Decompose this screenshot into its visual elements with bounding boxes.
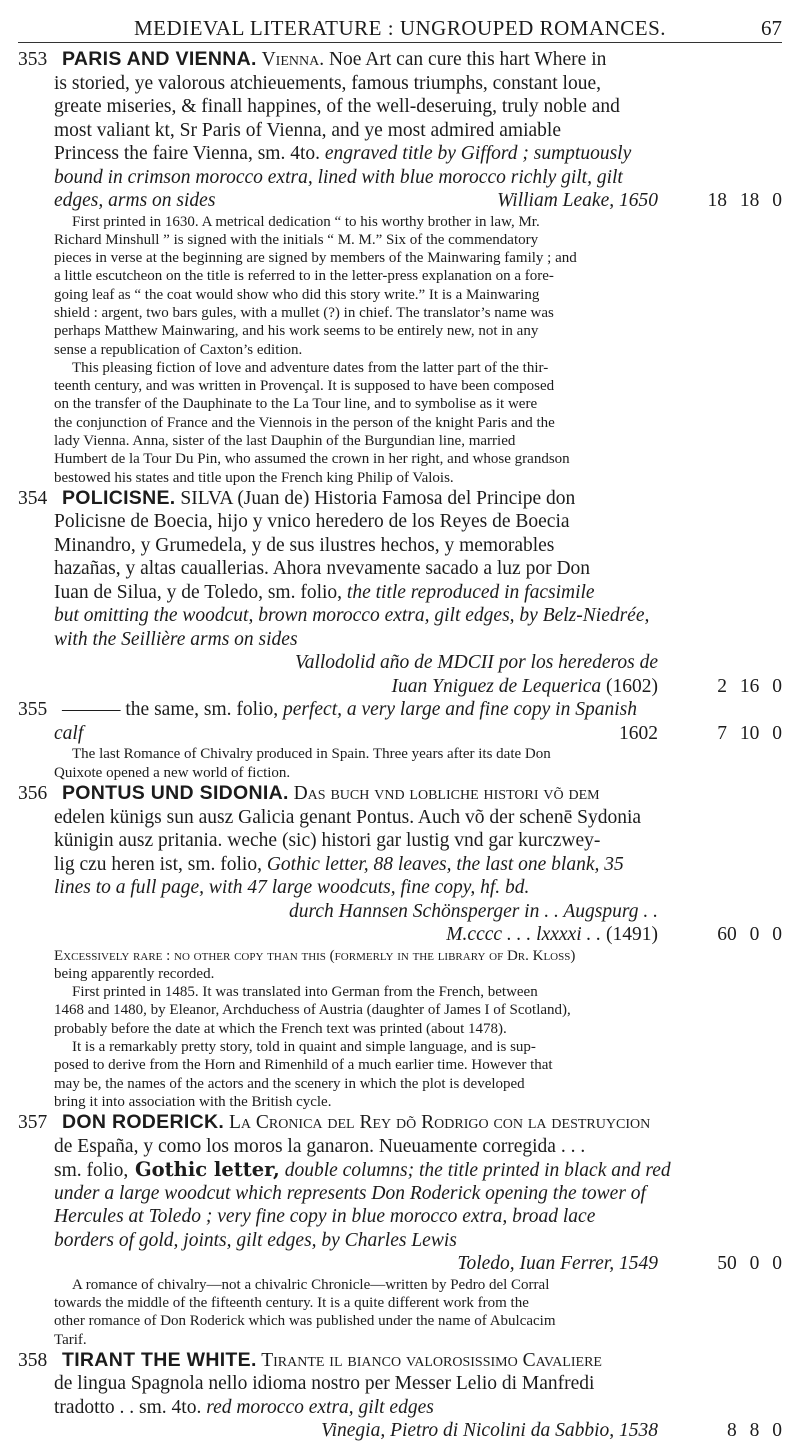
- note-line: pieces in verse at the beginning are signed by members of the Mainwaring family ; and: [54, 250, 577, 267]
- note-line: A romance of chivalry—not a chivalric Chronicle—written by Pedro del Corral: [72, 1276, 550, 1293]
- imprint: Vallodolid año de MDCII por los herederos de: [294, 652, 658, 674]
- binding-description: with the Seillière arms on sides: [54, 628, 298, 650]
- note-line: the conjunction of France and the Viennois in the person of the knight Paris and the: [54, 414, 555, 431]
- entry-line: is storied, ye valorous atchieuements, famous triumphs, constant loue,: [54, 72, 601, 94]
- note-line: [18, 947, 782, 965]
- entry-356: [18, 782, 782, 1111]
- binding-description: calf: [54, 722, 84, 744]
- price: 50 0 0: [717, 1253, 782, 1275]
- price: 8 8 0: [727, 1420, 782, 1442]
- note-line: First printed in 1485. It was translated into German from the French, between: [72, 984, 538, 1001]
- entry-355: [18, 698, 782, 782]
- entry-line: [18, 1158, 782, 1182]
- entry-number: 354: [18, 487, 48, 509]
- entry-line: Policisne de Boecia, hijo y vnico heredero de los Reyes de Boecia: [54, 511, 570, 533]
- entry-text: Princess the faire Vienna, sm. 4to.: [54, 143, 320, 164]
- price: 60 0 0: [717, 924, 782, 946]
- binding-description: engraved title by Gifford ; sumptuously: [320, 143, 632, 164]
- note-line: perhaps Matthew Mainwaring, and his work seems to be entirely new, not in any: [54, 323, 539, 340]
- binding-description: lines to a full page, with 47 large woodcuts, fine copy, hf. bd.: [54, 877, 530, 899]
- note-line: on the transfer of the Dauphinate to the La Tour line, and to symbolise as it were: [54, 396, 538, 413]
- entry-text: lig czu heren ist, sm. folio,: [54, 853, 262, 875]
- entry-357: [18, 1111, 782, 1349]
- binding-description: bound in crimson morocco extra, lined with blue morocco richly gilt, gilt: [54, 166, 623, 188]
- note-line: Quixote opened a new world of fiction.: [54, 764, 291, 781]
- entry-line: [18, 722, 782, 746]
- note-line: a little escutcheon on the title is referred to in the letter-press explanation on a fore-: [54, 268, 554, 285]
- binding-description: edges, arms on sides: [54, 190, 216, 211]
- entry-354: [18, 487, 782, 699]
- price: 18 18 0: [707, 190, 782, 211]
- entry-line: [18, 1396, 782, 1420]
- note-line: Richard Minshull ” is signed with the initials “ M. M.” Six of the commendatory: [54, 231, 539, 248]
- entry-line: [18, 487, 782, 511]
- note-line: This pleasing fiction of love and adventure dates from the latter part of the thir-: [72, 359, 549, 376]
- entry-heading: PONTUS UND SIDONIA.: [62, 782, 289, 805]
- entry-heading: TIRANT THE WHITE.: [62, 1348, 257, 1371]
- running-header: [18, 8, 782, 43]
- note-line: Tarif.: [54, 1331, 87, 1348]
- entry-line: edelen künigs sun ausz Galicia genant Pontus. Auch võ der schenē Sydonia: [54, 806, 642, 828]
- gothic-letter: Gothic letter,: [128, 1158, 280, 1182]
- price: 2 16 0: [717, 675, 782, 697]
- ditto-dash: ———: [62, 699, 121, 721]
- entry-heading: DON RODERICK.: [62, 1111, 225, 1134]
- binding-description: perfect, a very large and fine copy in Spanish: [278, 699, 637, 721]
- note-line: being apparently recorded.: [54, 965, 215, 982]
- entry-line: [18, 698, 782, 722]
- note-line: going leaf as “ the coat would show who did this story write.” It is a Mainwaring: [54, 286, 540, 303]
- entry-line: Minandro, y Grumedela, y de sus ilustres hechos, y memorables: [54, 534, 555, 556]
- entry-heading: PARIS AND VIENNA.: [62, 48, 257, 70]
- note-line: may be, the names of the actors and the scenery in which the plot is developed: [54, 1075, 525, 1092]
- imprint: M.cccc . . . lxxxxi . .: [446, 924, 602, 946]
- entry-line: [18, 1419, 782, 1443]
- catalogue-listing: [18, 48, 782, 1443]
- imprint: Toledo, Iuan Ferrer, 1549: [457, 1253, 658, 1275]
- entry-subheading: La Cronica del Rey dõ Rodrigo con la destruycion: [224, 1112, 651, 1134]
- price: 7 10 0: [717, 722, 782, 744]
- note-line: other romance of Don Roderick which was published under the name of Abulcacim: [54, 1313, 556, 1330]
- entry-line: [18, 581, 782, 605]
- entry-line: [18, 48, 782, 72]
- page-number: 67: [761, 16, 782, 40]
- running-title: MEDIEVAL LITERATURE : UNGROUPED ROMANCES.: [133, 16, 667, 40]
- note-line: teenth century, and was written in Provençal. It is supposed to have been composed: [54, 378, 555, 395]
- entry-heading: POLICISNE.: [62, 486, 176, 509]
- entry-line: hazañas, y altas cauallerias. Ahora nvevamente sacado a luz por Don: [54, 558, 591, 580]
- note-line: 1468 and 1480, by Eleanor, Archduchess of Austria (daughter of James I of Scotland),: [54, 1002, 571, 1019]
- note-text: Excessively rare : no other copy than this (formerly in the library of Dr. Kloss): [54, 947, 576, 964]
- entry-line: [18, 1349, 782, 1373]
- binding-description: Hercules at Toledo ; very fine copy in blue morocco extra, broad lace: [54, 1206, 596, 1228]
- note-line: bestowed his states and title upon the French king Philip of Valois.: [54, 469, 454, 486]
- entry-text: Iuan de Silua, y de Toledo, sm. folio,: [54, 581, 343, 603]
- binding-description: the title reproduced in facsimile: [342, 581, 595, 603]
- entry-358: [18, 1349, 782, 1443]
- imprint-date: (1602): [601, 675, 658, 697]
- entry-line: [18, 142, 782, 166]
- entry-number: 356: [18, 783, 48, 805]
- entry-line: de España, y como los moros la ganaron. Nueuamente corregida . . .: [54, 1135, 586, 1157]
- note-line: probably before the date at which the French text was printed (about 1478).: [54, 1020, 507, 1037]
- note-line: posed to derive from the Horn and Rimenhild of a much earlier time. However that: [54, 1057, 553, 1074]
- entry-line: most valiant kt, Sr Paris of Vienna, and ye most admired amiable: [54, 119, 561, 141]
- imprint-date: 1602: [619, 722, 658, 744]
- imprint: William Leake, 1650: [497, 190, 658, 211]
- imprint: durch Hannsen Schönsperger in . . Augspurg . .: [288, 900, 658, 922]
- note-line: shield : argent, two bars gules, with a mullet (?) in chief. The translator’s name was: [54, 304, 554, 321]
- binding-description: red morocco extra, gilt edges: [201, 1396, 434, 1418]
- imprint: Iuan Yniguez de Lequerica: [391, 675, 602, 697]
- note-line: towards the middle of the fifteenth century. It is a quite different work from the: [54, 1295, 529, 1312]
- entry-number: 358: [18, 1349, 48, 1371]
- entry-subheading: Tirante il bianco valorosissimo Cavaliere: [256, 1349, 602, 1371]
- entry-line: [18, 1252, 782, 1276]
- entry-line: de lingua Spagnola nello idioma nostro per Messer Lelio di Manfredi: [54, 1373, 595, 1395]
- binding-description: under a large woodcut which represents Don Roderick opening the tower of: [54, 1182, 646, 1204]
- entry-number: 355: [18, 699, 48, 721]
- entry-line: [18, 923, 782, 947]
- note-line: lady Vienna. Anna, sister of the last Dauphin of the Burgundian line, married: [54, 433, 516, 450]
- entry-text: sm. folio,: [54, 1160, 129, 1182]
- entry-line: [18, 853, 782, 877]
- entry-text: Noe Art can cure this hart Where in: [324, 49, 607, 70]
- binding-description: double columns; the title printed in black and red: [279, 1160, 671, 1182]
- binding-description: Gothic letter, 88 leaves, the last one blank, 35: [261, 853, 624, 875]
- note-line: sense a republication of Caxton’s edition.: [54, 341, 303, 358]
- entry-text: tradotto . . sm. 4to.: [54, 1396, 202, 1418]
- entry-line: [18, 782, 782, 806]
- entry-text: SILVA (Juan de) Historia Famosa del Principe don: [175, 487, 576, 509]
- entry-subheading: Vienna.: [261, 49, 325, 70]
- entry-line: [18, 189, 782, 213]
- entry-line: künigin ausz pritania. weche (sic) histori gar lustig vnd gar kurczwey-: [54, 830, 601, 852]
- note-line: bring it into association with the British cycle.: [54, 1093, 332, 1110]
- binding-description: but omitting the woodcut, brown morocco extra, gilt edges, by Belz-Niedrée,: [54, 605, 650, 627]
- imprint: Vinegia, Pietro di Nicolini da Sabbio, 1538: [321, 1420, 658, 1442]
- binding-description: borders of gold, joints, gilt edges, by Charles Lewis: [54, 1229, 457, 1251]
- entry-subheading: Das buch vnd lobliche histori võ dem: [288, 783, 600, 805]
- entry-number: 357: [18, 1112, 48, 1134]
- note-line: The last Romance of Chivalry produced in Spain. Three years after its date Don: [72, 746, 551, 763]
- note-line: First printed in 1630. A metrical dedication “ to his worthy brother in law, Mr.: [72, 213, 540, 230]
- entry-line: greate miseries, & finall happines, of the well-deseruing, truly noble and: [54, 96, 620, 117]
- imprint-date: (1491): [601, 924, 658, 946]
- entry-number: 353: [18, 49, 48, 70]
- entry-text: the same, sm. folio,: [120, 699, 279, 721]
- entry-line: [18, 675, 782, 699]
- note-line: It is a remarkably pretty story, told in quaint and simple language, and is sup-: [72, 1039, 536, 1056]
- note-line: Humbert de la Tour Du Pin, who assumed the crown in her right, and whose grandson: [54, 451, 570, 468]
- entry-353: [18, 48, 782, 487]
- entry-line: [18, 1111, 782, 1135]
